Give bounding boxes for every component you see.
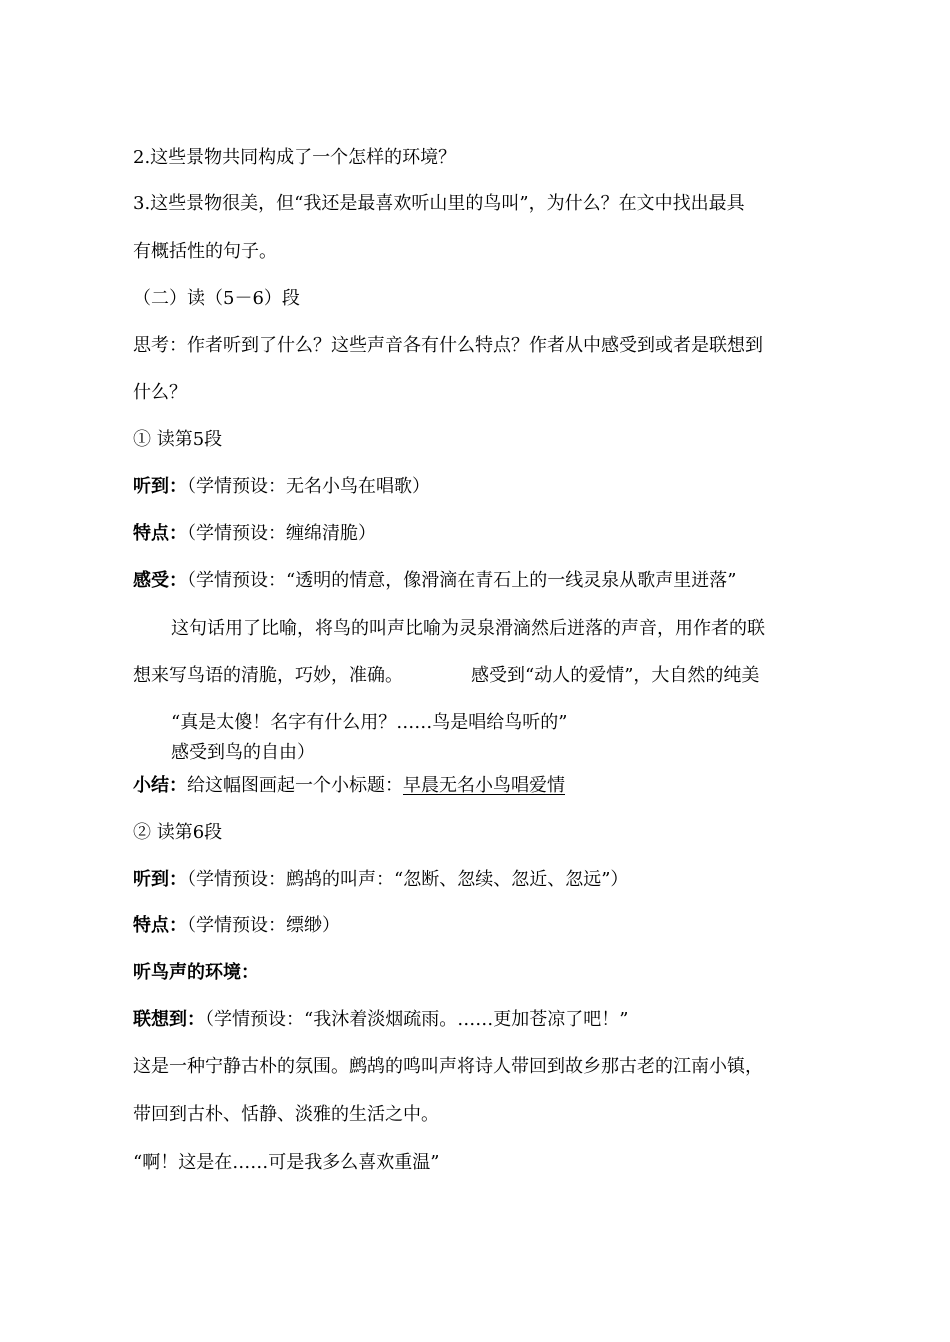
p5-feature-text: （学情预设：缠绵清脆） [187, 523, 376, 544]
question-3-line-2: 有概括性的句子。 [133, 241, 277, 262]
think-line-1: 思考：作者听到了什么？这些声音各有什么特点？作者从中感受到或者是联想到 [133, 335, 763, 356]
p5-summary-label: 小结： [133, 775, 187, 796]
p5-summary-row [133, 774, 565, 798]
paragraph-5-heading: ① 读第5段 [133, 429, 223, 450]
p5-analysis-line-2a: 想来写鸟语的清脆，巧妙，准确。 [133, 665, 403, 686]
paragraph-6-heading: ② 读第6段 [133, 822, 223, 843]
p6-environment-label: 听鸟声的环境： [133, 962, 259, 983]
p6-association-row [133, 1008, 628, 1032]
think-line-2: 什么？ [133, 382, 187, 403]
p6-heard-row [133, 868, 628, 892]
p6-desc-line-2: 带回到古朴、恬静、淡雅的生活之中。 [133, 1104, 439, 1125]
question-2: 2.这些景物共同构成了一个怎样的环境？ [133, 147, 457, 168]
p5-analysis-line-1: 这句话用了比喻，将鸟的叫声比喻为灵泉滑滴然后迸落的声音，用作者的联 [171, 618, 765, 639]
p5-feeling-label: 感受： [133, 570, 187, 591]
section-2-heading: （二）读（5－6）段 [133, 288, 300, 309]
p5-freedom: 感受到鸟的自由） [171, 742, 315, 763]
p6-feature-text: （学情预设：缥缈） [187, 915, 340, 936]
p6-association-label: 联想到： [133, 1009, 205, 1030]
p5-feeling-text: （学情预设：“透明的情意，像滑滴在青石上的一线灵泉从歌声里迸落” [187, 570, 737, 591]
question-3-line-1: 3.这些景物很美，但“我还是最喜欢听山里的鸟叫”，为什么？在文中找出最具 [133, 193, 745, 214]
p6-feature-label: 特点： [133, 915, 187, 936]
p5-feature-row [133, 522, 376, 546]
p6-desc-line-1: 这是一种宁静古朴的氛围。鹧鸪的鸣叫声将诗人带回到故乡那古老的江南小镇， [133, 1056, 763, 1077]
p5-analysis-line-2b: 感受到“动人的爱情”，大自然的纯美 [471, 665, 760, 686]
p6-feature-row [133, 914, 340, 938]
p5-quote: “真是太傻！名字有什么用？……鸟是唱给鸟听的” [171, 712, 568, 733]
p5-heard-row [133, 475, 430, 499]
p5-analysis-line-2 [133, 664, 403, 688]
p6-final-quote: “啊！这是在……可是我多么喜欢重温” [133, 1152, 440, 1173]
p6-heard-text: （学情预设：鹧鸪的叫声：“忽断、忽续、忽近、忽远”） [187, 869, 629, 890]
p5-feature-label: 特点： [133, 523, 187, 544]
p5-heard-text: （学情预设：无名小鸟在唱歌） [187, 476, 430, 497]
p5-heard-label: 听到： [133, 476, 187, 497]
p5-feeling-row [133, 569, 736, 593]
p5-summary-text: 给这幅图画起一个小标题： [187, 775, 403, 796]
p6-heard-label: 听到： [133, 869, 187, 890]
p5-summary-title: 早晨无名小鸟唱爱情 [403, 775, 565, 796]
p6-association-text: （学情预设：“我沐着淡烟疏雨。……更加苍凉了吧！” [205, 1009, 629, 1030]
